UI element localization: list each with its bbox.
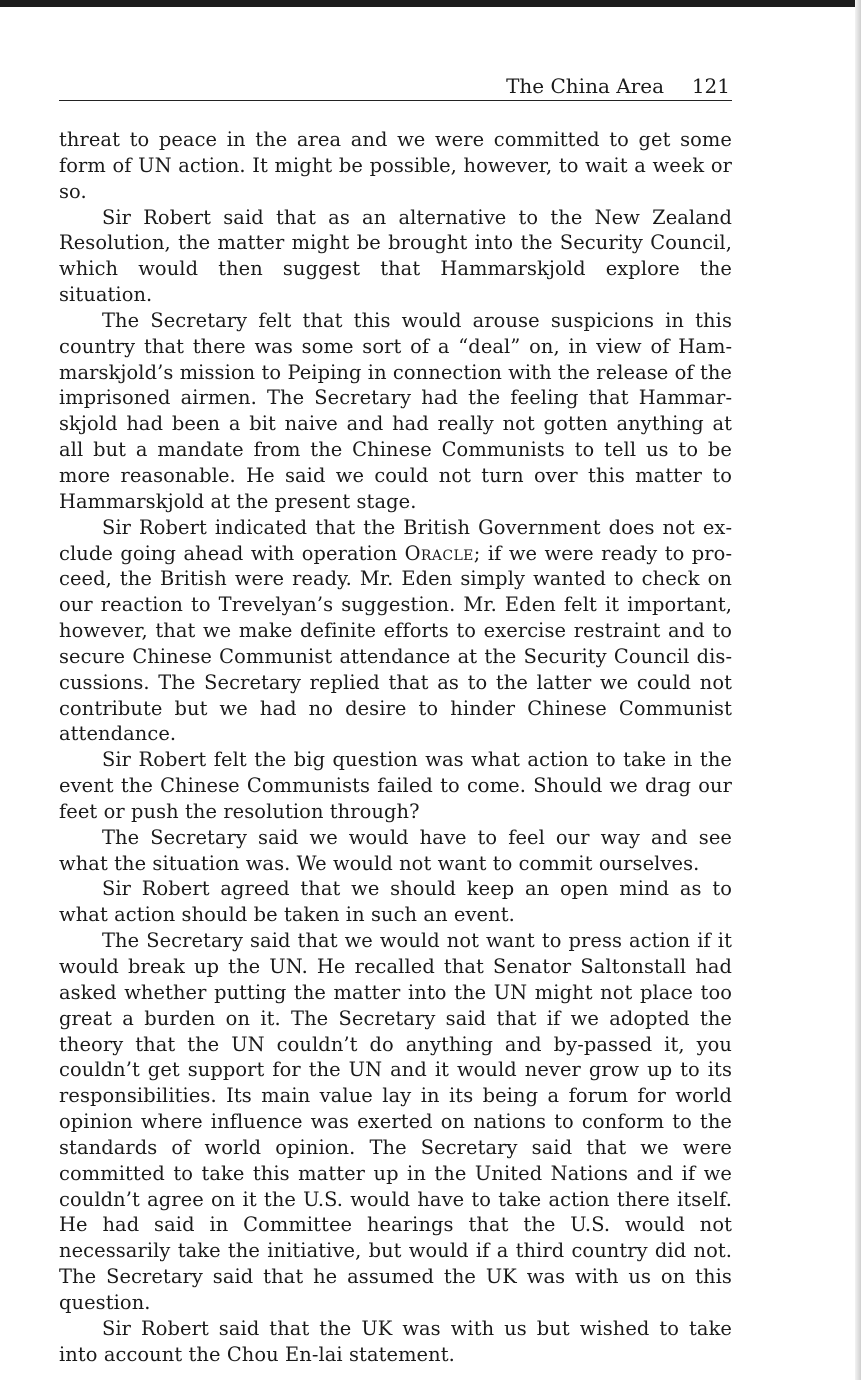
page-number: 121 bbox=[691, 74, 730, 98]
paragraph-9: Sir Robert said that the UK was with us but wished to take into account the Chou En-lai statement. bbox=[59, 1316, 732, 1366]
operation-name: Oracle bbox=[404, 541, 474, 565]
body-text bbox=[59, 127, 732, 1368]
paragraph-2: Sir Robert said that as an alternative to the New Zealand Resolution, the matter might be brought into the Security Council, which would then suggest that Hammarskjold explore the situation. bbox=[59, 205, 732, 307]
page-right-edge bbox=[855, 0, 861, 1380]
paragraph-1: threat to peace in the area and we were committed to get some form of UN action. It might be possible, however, to wait a week or so. bbox=[59, 128, 732, 203]
paragraph-7: Sir Robert agreed that we should keep an open mind as to what action should be taken in such an event. bbox=[59, 877, 732, 927]
paragraph-3: The Secretary felt that this would arouse suspicions in this country that there was some sort of a “deal” on, in view of Hammarskjold’s mission to Peiping in connection with the release of the imprisoned airmen. The Secretary had the feeling that Hammarskjold had been a bit naive and had really not gotten anything at all but a mandate from the Chinese Communists to tell us to be more reasonable. He said we could not turn over this matter to Hammarskjold at the present stage. bbox=[59, 308, 733, 513]
page-header bbox=[59, 74, 732, 101]
paragraph-8: The Secretary said that we would not want to press action if it would break up the UN. He recalled that Senator Saltonstall had asked whether putting the matter into the UN might not place too great a burden on it. The Secretary said that if we adopted the theory that the UN couldn’t do anything and by-passed it, you couldn’t get support for the UN and it would never grow up to its responsibilities. Its main value lay in its being a forum for world opinion where influence was exerted on nations to conform to the standards of world opinion. The Secretary said that we were committed to take this matter up in the United Nations and if we couldn’t agree on it the U.S. would have to take action there itself. He had said in Committee hearings that the U.S. would not necessarily take the initiative, but would if a third country did not. The Secretary said that he assumed the UK was with us on this question. bbox=[59, 929, 732, 1314]
page-top-edge bbox=[0, 0, 861, 7]
paragraph-4 bbox=[59, 515, 732, 748]
paragraph-6: The Secretary said we would have to feel our way and see what the situation was. We would not want to commit ourselves. bbox=[59, 825, 732, 875]
running-head: The China Area bbox=[506, 74, 664, 98]
paragraph-4-text-before: Sir Robert indicated that the British Government does not exclude going ahead with operation bbox=[59, 515, 732, 565]
paragraph-5: Sir Robert felt the big question was what action to take in the event the Chinese Communists failed to come. Should we drag our feet or push the resolution through? bbox=[59, 748, 732, 823]
paragraph-4-text-after: ; if we were ready to proceed, the British were ready. Mr. Eden simply wanted to check on our reaction to Trevelyan’s suggestion. Mr. Eden felt it important, however, that we make definite efforts to exercise restraint and to secure Chinese Communist attendance at the Security Council discussions. The Secretary replied that as to the latter we could not contribute but we had no desire to hinder Chinese Communist attendance. bbox=[59, 541, 733, 746]
